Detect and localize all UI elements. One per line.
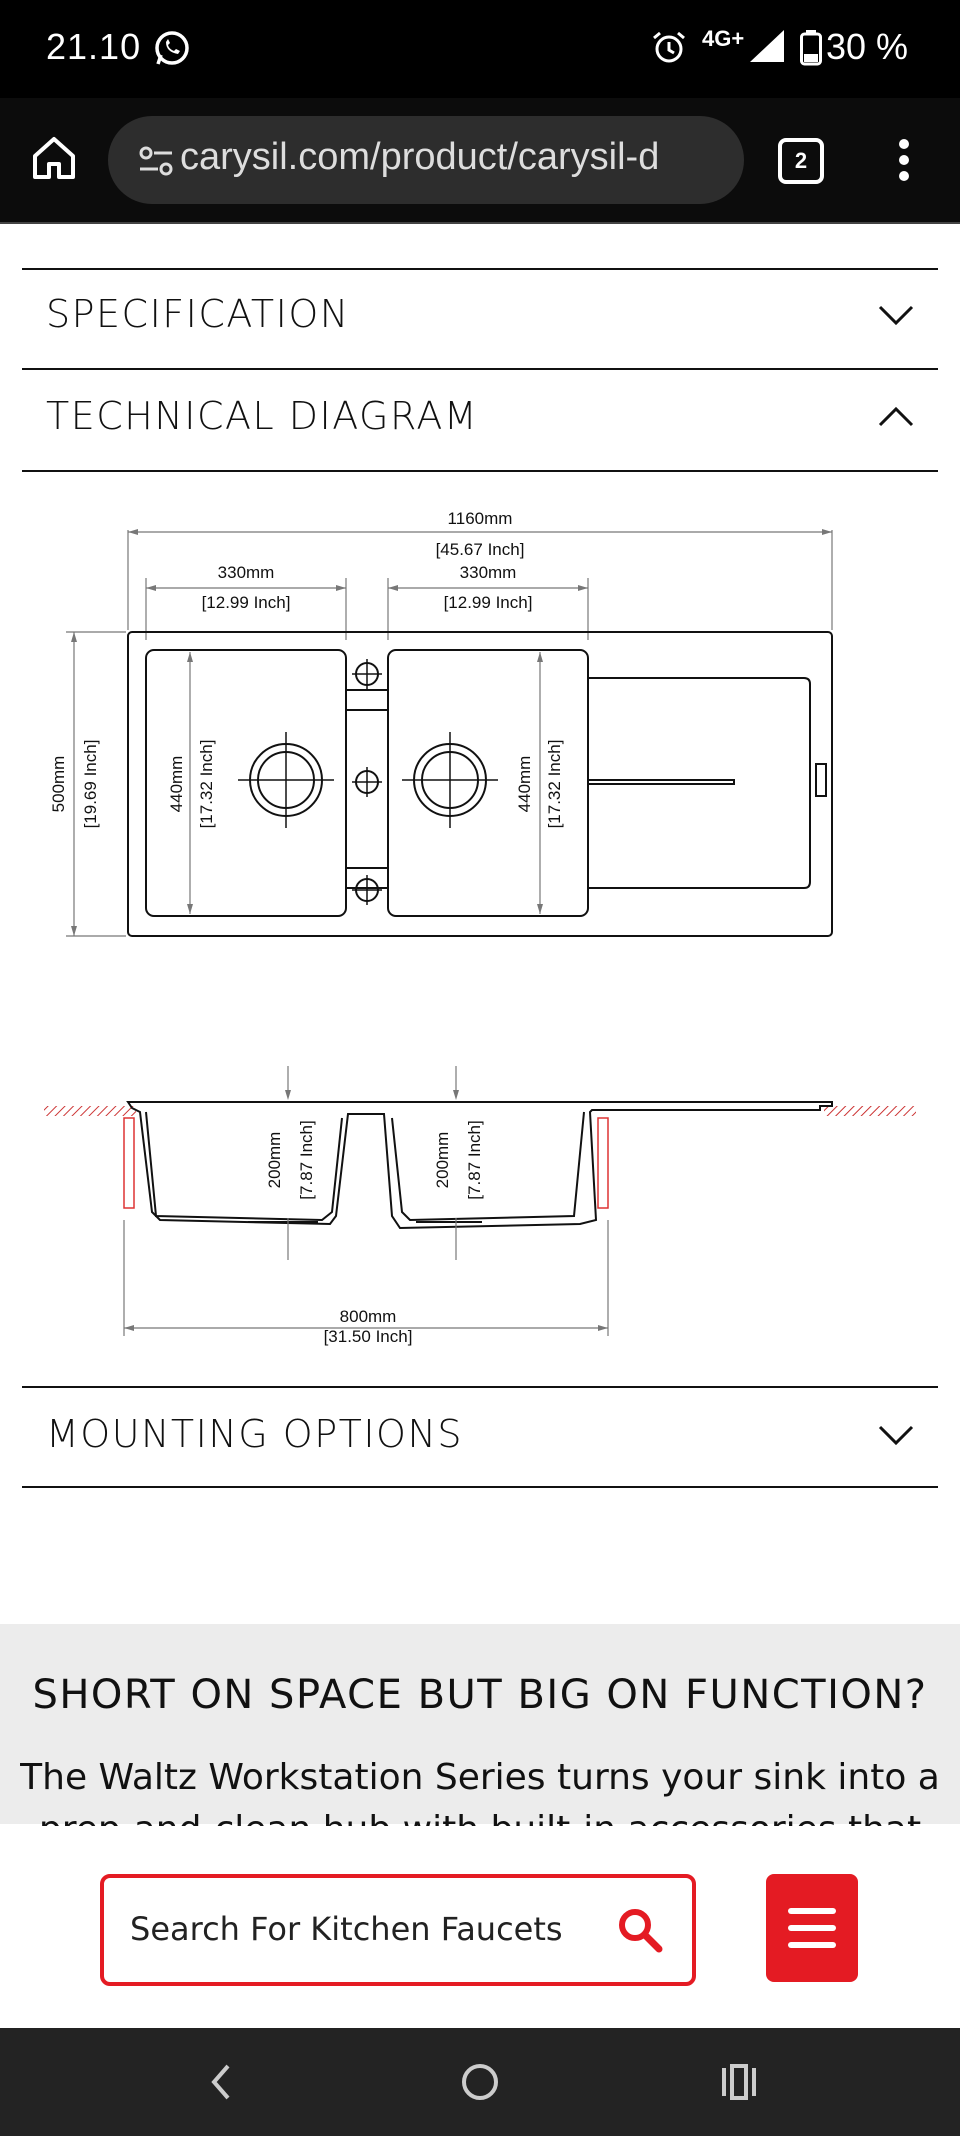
browser-toolbar: [0, 98, 960, 224]
dim-section-depth1: 200mm: [265, 1131, 284, 1189]
home-nav-icon[interactable]: [458, 2058, 502, 2106]
accordion-mounting-options[interactable]: [22, 1388, 938, 1486]
accordion-specification[interactable]: [22, 268, 938, 366]
chevron-down-icon: [878, 304, 914, 326]
search-icon[interactable]: [616, 1906, 664, 1954]
hamburger-icon: [766, 1874, 858, 1982]
dim-height: 500mm: [49, 755, 68, 813]
menu-button[interactable]: [766, 1874, 858, 1982]
home-icon[interactable]: [30, 134, 78, 182]
dim-bowl1-depth-inch: [17.32 Inch]: [197, 739, 216, 829]
network-type: 4G+: [702, 26, 745, 51]
dim-section-depth1-inch: [7.87 Inch]: [297, 1120, 316, 1200]
dim-bowl2-depth-inch: [17.32 Inch]: [545, 739, 564, 829]
dim-bowl1-depth: 440mm: [167, 755, 186, 813]
promo-section: [0, 1624, 960, 1824]
battery-icon: [800, 30, 822, 66]
search-placeholder: Search For Kitchen Faucets: [130, 1910, 563, 1948]
recent-apps-icon[interactable]: [718, 2058, 762, 2106]
dim-total-width: 1160mm: [447, 509, 513, 528]
dim-bowl1-width-inch: [12.99 Inch]: [201, 593, 291, 612]
signal-icon: [748, 28, 786, 64]
divider: [22, 1486, 938, 1488]
divider: [22, 470, 938, 472]
whatsapp-icon: [152, 28, 192, 68]
bottom-search-bar: [0, 1826, 960, 2028]
url-text[interactable]: carysil.com/product/carysil-d: [180, 136, 660, 178]
dim-bowl2-width-inch: [12.99 Inch]: [443, 593, 533, 612]
chevron-down-icon: [878, 1424, 914, 1446]
accordion-title: MOUNTING OPTIONS: [46, 1412, 464, 1456]
system-navigation-bar: [0, 2028, 960, 2136]
dim-height-inch: [19.69 Inch]: [81, 739, 100, 829]
dim-cabinet-width: 800mm: [339, 1307, 397, 1326]
status-bar: [0, 0, 960, 98]
accordion-title: SPECIFICATION: [46, 292, 350, 336]
accordion-title: TECHNICAL DIAGRAM: [46, 394, 479, 438]
alarm-icon: [650, 28, 688, 66]
promo-title: SHORT ON SPACE BUT BIG ON FUNCTION?: [32, 1672, 928, 1718]
promo-text-line1: The Waltz Workstation Series turns your sink into a: [20, 1757, 940, 1798]
tab-switcher-button[interactable]: 2: [778, 138, 824, 184]
dim-bowl2-depth: 440mm: [515, 755, 534, 813]
address-bar[interactable]: [108, 116, 744, 204]
back-icon[interactable]: [200, 2058, 240, 2106]
dim-section-depth2: 200mm: [433, 1131, 452, 1189]
dim-bowl2-width: 330mm: [459, 563, 517, 582]
search-input[interactable]: [100, 1874, 696, 1986]
battery-percent: 30 %: [826, 26, 909, 67]
technical-diagram: [0, 500, 960, 1360]
more-options-icon[interactable]: [892, 138, 916, 182]
status-time: 21.10: [46, 26, 142, 67]
chevron-up-icon: [878, 406, 914, 428]
accordion-technical-diagram[interactable]: [22, 370, 938, 468]
dim-cabinet-width-inch: [31.50 Inch]: [323, 1327, 413, 1346]
dim-bowl1-width: 330mm: [217, 563, 275, 582]
dim-total-width-inch: [45.67 Inch]: [435, 540, 525, 559]
dim-section-depth2-inch: [7.87 Inch]: [465, 1120, 484, 1200]
site-settings-icon[interactable]: [138, 144, 174, 178]
